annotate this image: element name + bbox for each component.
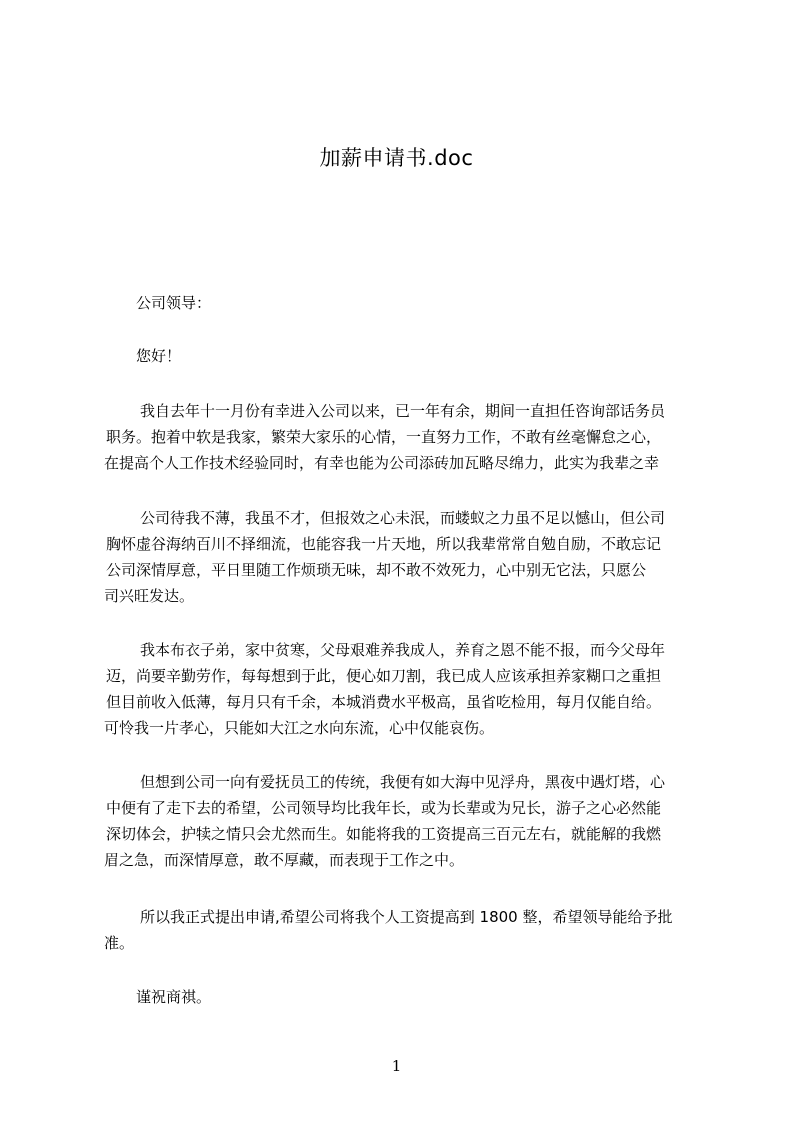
paragraph-5-line-2: 准。 [104,934,135,952]
paragraph-3-line-1: 我本布衣子弟，家中贫寒，父母艰难养我成人，养育之恩不能不报，而今父母年 [140,641,666,659]
paragraph-1-line-3: 在提高个人工作技术经验同时，有幸也能为公司添砖加瓦略尽绵力，此实为我辈之幸 [104,454,660,472]
closing-line: 谨祝商祺。 [136,988,212,1006]
salutation: 公司领导： [136,294,212,312]
paragraph-5-line-1: 所以我正式提出申请,希望公司将我个人工资提高到 1800 整，希望领导能给予批 [140,908,673,926]
paragraph-2-line-3: 公司深情厚意，平日里随工作烦琐无味，却不敢不效死力，心中别无它法，只愿公 [106,561,647,579]
paragraph-3-line-2: 迈，尚要辛勤劳作，每每想到于此，便心如刀割，我已成人应该承担养家糊口之重担 [106,667,662,685]
paragraph-4-line-2: 中便有了走下去的希望，公司领导均比我年长，或为长辈或为兄长，游子之心必然能 [106,799,662,817]
paragraph-1-line-1: 我自去年十一月份有幸进入公司以来，已一年有余，期间一直担任咨询部话务员 [140,402,666,420]
paragraph-4-line-4: 眉之急，而深情厚意，敢不厚藏，而表现于工作之中。 [104,851,465,869]
paragraph-2-line-1: 公司待我不薄，我虽不才，但报效之心未泯，而蝼蚁之力虽不足以憾山，但公司 [140,509,666,527]
paragraph-4-line-1: 但想到公司一向有爱抚员工的传统，我便有如大海中见浮舟，黑夜中遇灯塔，心 [140,773,666,791]
paragraph-3-line-3: 但目前收入低薄，每月只有千余，本城消费水平极高，虽省吃检用，每月仅能自给。 [106,693,662,711]
document-title: 加薪申请书.doc [319,146,474,170]
paragraph-2-line-4: 司兴旺发达。 [104,587,195,605]
paragraph-1-line-2: 职务。抱着中软是我家，繁荣大家乐的心情，一直努力工作，不敢有丝毫懈怠之心， [106,428,662,446]
paragraph-2-line-2: 胸怀虚谷海纳百川不择细流，也能容我一片天地，所以我辈常常自勉自励，不敢忘记 [106,535,662,553]
paragraph-3-line-4: 可怜我一片孝心，只能如大江之水向东流，心中仅能哀伤。 [104,719,495,737]
paragraph-4-line-3: 深切体会，护犊之情只会尤然而生。如能将我的工资提高三百元左右，就能解的我燃 [106,825,662,843]
page-number: 1 [391,1057,402,1075]
greeting: 您好！ [136,347,182,365]
